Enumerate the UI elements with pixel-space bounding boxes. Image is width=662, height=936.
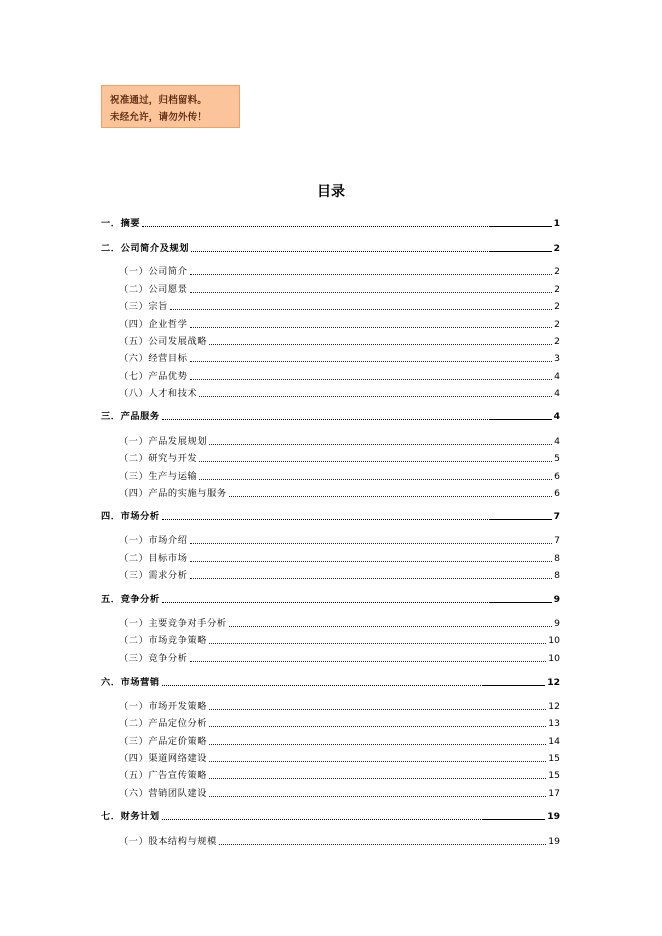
toc-page-number: 4	[553, 411, 560, 422]
toc-leader	[190, 274, 553, 275]
toc-entry-text: （五）公司发展战略	[119, 336, 208, 347]
toc-page-number: 2	[554, 284, 560, 295]
toc-entry-text: （二）目标市场	[119, 553, 188, 564]
toc-page-number: 6	[554, 488, 560, 499]
toc-leader	[209, 726, 546, 727]
toc-entry[interactable]	[119, 319, 560, 330]
toc-entry[interactable]	[119, 266, 560, 277]
toc-entry-text: （二）市场竞争策略	[119, 635, 208, 646]
toc-entry-text: （一）市场开发策略	[119, 701, 208, 712]
toc-page-number: 7	[554, 535, 560, 546]
toc-leader	[190, 661, 547, 662]
toc-entry[interactable]	[119, 388, 560, 399]
toc-entry-text: 六．市场营销	[101, 677, 160, 688]
toc-entry[interactable]	[101, 677, 560, 688]
toc-entry-text: （三）需求分析	[119, 570, 188, 581]
toc-leader	[209, 444, 552, 445]
toc-leader	[229, 626, 552, 627]
toc-entry-text: （七）产品优势	[119, 371, 188, 382]
toc-entry[interactable]	[119, 736, 560, 747]
toc-leader	[142, 226, 551, 227]
toc-page-number: 19	[548, 836, 560, 847]
toc-entry[interactable]	[119, 436, 560, 447]
toc-entry-text: （六）营销团队建设	[119, 788, 208, 799]
toc-leader	[209, 778, 546, 779]
toc-page-number: 1	[553, 218, 560, 229]
toc-entry-text: （三）竞争分析	[119, 653, 188, 664]
toc-page-number: 12	[547, 677, 560, 688]
toc-page-number: 14	[548, 736, 560, 747]
toc-entry-text: （一）产品发展规划	[119, 436, 208, 447]
toc-leader	[199, 479, 552, 480]
toc-page-number: 10	[548, 653, 560, 664]
toc-page-number: 12	[548, 701, 560, 712]
toc-page-number: 5	[554, 453, 560, 464]
toc-entry[interactable]	[119, 570, 560, 581]
toc-entry-text: （四）企业哲学	[119, 319, 188, 330]
toc-entry-text: 三．产品服务	[101, 411, 160, 422]
toc-page-number: 8	[554, 570, 560, 581]
toc-entry-text: （一）股本结构与规模	[119, 836, 217, 847]
toc-entry[interactable]	[101, 218, 560, 229]
toc-leader	[190, 543, 553, 544]
toc-entry-text: 四．市场分析	[101, 511, 160, 522]
toc-page-number: 8	[554, 553, 560, 564]
toc-entry[interactable]	[119, 553, 560, 564]
toc-page-number: 15	[548, 770, 560, 781]
toc-leader	[190, 361, 553, 362]
toc-entry-text: （四）渠道网络建设	[119, 753, 208, 764]
toc-page-number: 4	[554, 371, 560, 382]
toc-entry[interactable]	[101, 511, 560, 522]
toc-entry-text: （八）人才和技术	[119, 388, 198, 399]
toc-entry[interactable]	[119, 701, 560, 712]
toc-entry[interactable]	[101, 243, 560, 254]
toc-entry-text: （一）公司简介	[119, 266, 188, 277]
toc-title: 目录	[317, 184, 345, 200]
toc-leader	[209, 761, 546, 762]
toc-page-number: 3	[554, 353, 560, 364]
toc-entry[interactable]	[101, 811, 560, 822]
toc-entry[interactable]	[119, 635, 560, 646]
toc-entry[interactable]	[119, 836, 560, 847]
toc-page-number: 6	[554, 471, 560, 482]
toc-page-number: 4	[554, 436, 560, 447]
toc-leader	[191, 251, 552, 252]
toc-leader	[209, 744, 546, 745]
toc-leader	[170, 309, 552, 310]
toc-page-number: 7	[553, 511, 560, 522]
toc-entry[interactable]	[119, 284, 560, 295]
toc-page-number: 13	[548, 718, 560, 729]
toc-entry[interactable]	[119, 371, 560, 382]
toc-page-number: 4	[554, 388, 560, 399]
toc-leader	[190, 561, 553, 562]
notice-line-1: 祝准通过，归档留料。	[110, 95, 208, 106]
toc-leader	[162, 519, 552, 520]
confidential-notice	[101, 85, 240, 128]
toc-entry-text: （三）生产与运输	[119, 471, 198, 482]
toc-page-number: 2	[554, 319, 560, 330]
notice-line-2: 未经允许，请勿外传！	[110, 112, 208, 123]
toc-leader	[190, 292, 553, 293]
toc-page-number: 2	[554, 336, 560, 347]
toc-entry-text: （五）广告宣传策略	[119, 770, 208, 781]
toc-leader	[162, 419, 552, 420]
toc-entry[interactable]	[119, 653, 560, 664]
toc-entry-text: （三）产品定价策略	[119, 736, 208, 747]
toc-leader	[162, 819, 545, 820]
toc-leader	[199, 396, 552, 397]
toc-leader	[190, 379, 553, 380]
toc-leader	[199, 461, 552, 462]
toc-entry-text: （六）经营目标	[119, 353, 188, 364]
toc-entry-text: （三）宗旨	[119, 301, 168, 312]
toc-page-number: 9	[553, 594, 560, 605]
toc-entry-text: 七．财务计划	[101, 811, 160, 822]
toc-leader	[190, 578, 553, 579]
toc-entry[interactable]	[119, 471, 560, 482]
toc-entry-text: 一．摘要	[101, 218, 141, 229]
toc-page-number: 2	[553, 243, 560, 254]
toc-page-number: 2	[554, 301, 560, 312]
toc-entry[interactable]	[119, 453, 560, 464]
toc-entry[interactable]	[119, 301, 560, 312]
toc-entry-text: （一）主要竞争对手分析	[119, 618, 227, 629]
toc-leader	[209, 796, 546, 797]
toc-leader	[209, 643, 546, 644]
toc-entry-text: 五．竞争分析	[101, 594, 160, 605]
toc-leader	[190, 327, 553, 328]
toc-entry-text: （二）公司愿景	[119, 284, 188, 295]
toc-entry-text: （二）研究与开发	[119, 453, 198, 464]
toc-page-number: 15	[548, 753, 560, 764]
toc-page-number: 9	[554, 618, 560, 629]
toc-entry[interactable]	[119, 718, 560, 729]
toc-page-number: 19	[547, 811, 560, 822]
toc-leader	[162, 685, 545, 686]
toc-leader	[162, 602, 552, 603]
toc-entry-text: （一）市场介绍	[119, 535, 188, 546]
toc-entry-text: 二．公司简介及规划	[101, 243, 190, 254]
toc-entry[interactable]	[119, 753, 560, 764]
toc-entry[interactable]	[101, 594, 560, 605]
toc-entry[interactable]	[119, 788, 560, 799]
toc-page-number: 10	[548, 635, 560, 646]
toc-leader	[219, 844, 546, 845]
toc-leader	[209, 709, 546, 710]
toc-page-number: 2	[554, 266, 560, 277]
toc-entry[interactable]	[101, 411, 560, 422]
toc-entry-text: （四）产品的实施与服务	[119, 488, 227, 499]
toc-entry[interactable]	[119, 535, 560, 546]
toc-entry[interactable]	[119, 770, 560, 781]
toc-page-number: 17	[548, 788, 560, 799]
toc-entry[interactable]	[119, 353, 560, 364]
toc-entry[interactable]	[119, 336, 560, 347]
toc-entry-text: （二）产品定位分析	[119, 718, 208, 729]
toc-leader	[209, 344, 552, 345]
toc-entry[interactable]	[119, 488, 560, 499]
toc-leader	[229, 496, 552, 497]
toc-entry[interactable]	[119, 618, 560, 629]
